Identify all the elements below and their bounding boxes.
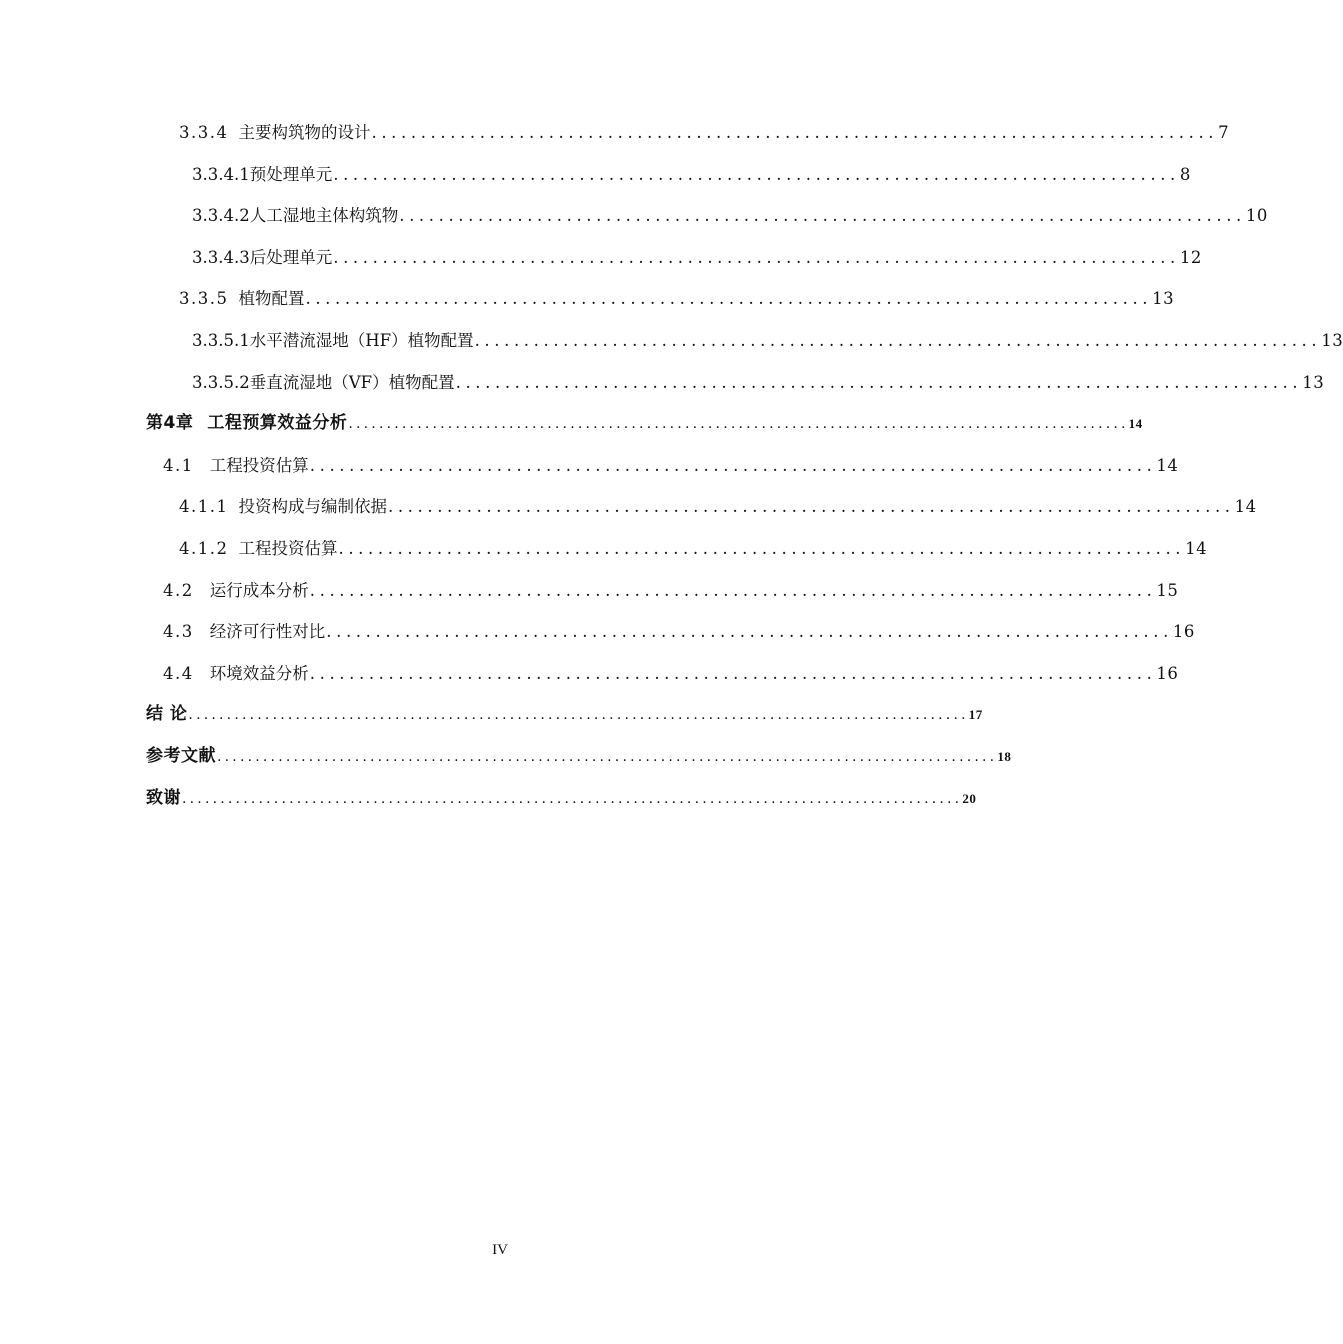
toc-leader: ...................................................................................... [333, 164, 1180, 184]
toc-page-number: 14 [1128, 416, 1143, 432]
toc-number: 4.2 [163, 580, 194, 600]
toc-entry[interactable] [146, 278, 1175, 320]
toc-leader: ...................................................................................... [309, 663, 1157, 683]
toc-entry[interactable] [146, 611, 1195, 653]
toc-entry[interactable] [146, 154, 1191, 196]
toc-page-number: 18 [997, 748, 1012, 764]
toc-entry[interactable] [146, 237, 1202, 279]
toc-leader: ...................................................................................... [309, 455, 1157, 475]
toc-title: 工程投资估算 [209, 455, 309, 475]
toc-title: 运行成本分析 [209, 580, 309, 600]
toc-number: 3.3.4 [179, 123, 229, 142]
toc-entry[interactable] [146, 486, 1257, 528]
toc-leader: ...................................................................................... [387, 497, 1235, 517]
toc-title: 3.3.5.2垂直流湿地（VF）植物配置 [192, 372, 455, 392]
toc-title: 参考文献 [146, 745, 216, 766]
toc-entry[interactable] [146, 320, 1343, 362]
toc-number: 4.1.1 [179, 497, 229, 517]
toc-entry-conclusion[interactable] [146, 694, 983, 736]
toc-title: 投资构成与编制依据 [238, 497, 387, 517]
toc-leader: ...................................................................................... [371, 123, 1219, 142]
toc-entry-acknowledgements[interactable] [146, 778, 977, 820]
toc-number: 3.3.5 [179, 289, 229, 309]
toc-leader: ...................................................................................... [455, 372, 1303, 392]
toc-entry[interactable] [146, 445, 1179, 487]
toc-page-number: 16 [1172, 622, 1195, 642]
toc-page-number: 16 [1156, 663, 1179, 683]
toc-title: 3.3.5.1水平潜流湿地（HF）植物配置 [192, 330, 474, 350]
toc-page-number: 14 [1156, 455, 1179, 475]
toc-title: 3.3.4.1预处理单元 [192, 164, 333, 184]
toc-leader: ...................................................................................... [305, 289, 1153, 309]
toc-page-number: 13 [1321, 330, 1343, 350]
toc-entry[interactable] [146, 362, 1325, 404]
toc-page-number: 13 [1302, 372, 1325, 392]
toc-number: 4.3 [163, 622, 194, 642]
toc-page-number: 15 [1156, 580, 1179, 600]
toc-title: 3.3.4.3后处理单元 [192, 247, 333, 267]
toc-entry[interactable] [146, 112, 1230, 154]
toc-entry[interactable] [146, 195, 1268, 237]
toc-entry-references[interactable] [146, 736, 1012, 778]
toc-page-number: 20 [962, 790, 977, 806]
toc-number: 第4章 [146, 413, 194, 434]
toc-leader: ...................................................................................................... [188, 707, 969, 724]
toc-title: 工程预算效益分析 [207, 413, 348, 434]
toc-entry[interactable] [146, 570, 1179, 612]
toc-leader: ...................................................................................................... [348, 416, 1129, 433]
toc-leader: ...................................................................................... [333, 247, 1180, 267]
toc-leader: ...................................................................................... [326, 622, 1173, 642]
toc-page-number: 13 [1152, 289, 1175, 309]
toc-entry[interactable] [146, 528, 1208, 570]
toc-title: 经济可行性对比 [209, 622, 326, 642]
toc-title: 植物配置 [238, 289, 305, 309]
toc-page-number: 12 [1179, 247, 1202, 267]
toc-title: 工程投资估算 [238, 538, 338, 558]
toc-page-number: 8 [1179, 164, 1191, 184]
toc-page-number: 7 [1218, 123, 1230, 142]
toc-leader: ...................................................................................... [338, 538, 1186, 558]
toc-page-number: 10 [1245, 206, 1268, 226]
toc-page-number: 17 [968, 707, 983, 723]
toc-page-number: 14 [1185, 538, 1208, 558]
toc-number: 4.1 [163, 455, 194, 475]
toc-title: 结 论 [146, 704, 188, 725]
toc-leader: ...................................................................................................... [182, 790, 963, 807]
toc-entry[interactable] [146, 653, 1179, 695]
toc-leader: ...................................................................................................... [217, 748, 998, 765]
page-footer-number: IV [492, 1242, 508, 1258]
toc-title: 3.3.4.2人工湿地主体构筑物 [192, 206, 399, 226]
table-of-contents [146, 112, 1343, 819]
toc-entry-chapter[interactable] [146, 403, 1143, 445]
toc-title: 致谢 [146, 787, 181, 808]
toc-leader: ...................................................................................... [399, 206, 1246, 226]
toc-number: 4.4 [163, 663, 194, 683]
toc-title: 主要构筑物的设计 [238, 123, 371, 142]
toc-number: 4.1.2 [179, 538, 229, 558]
toc-leader: ...................................................................................... [309, 580, 1157, 600]
toc-page-number: 14 [1234, 497, 1257, 517]
toc-title: 环境效益分析 [209, 663, 309, 683]
toc-leader: ...................................................................................... [474, 330, 1322, 350]
